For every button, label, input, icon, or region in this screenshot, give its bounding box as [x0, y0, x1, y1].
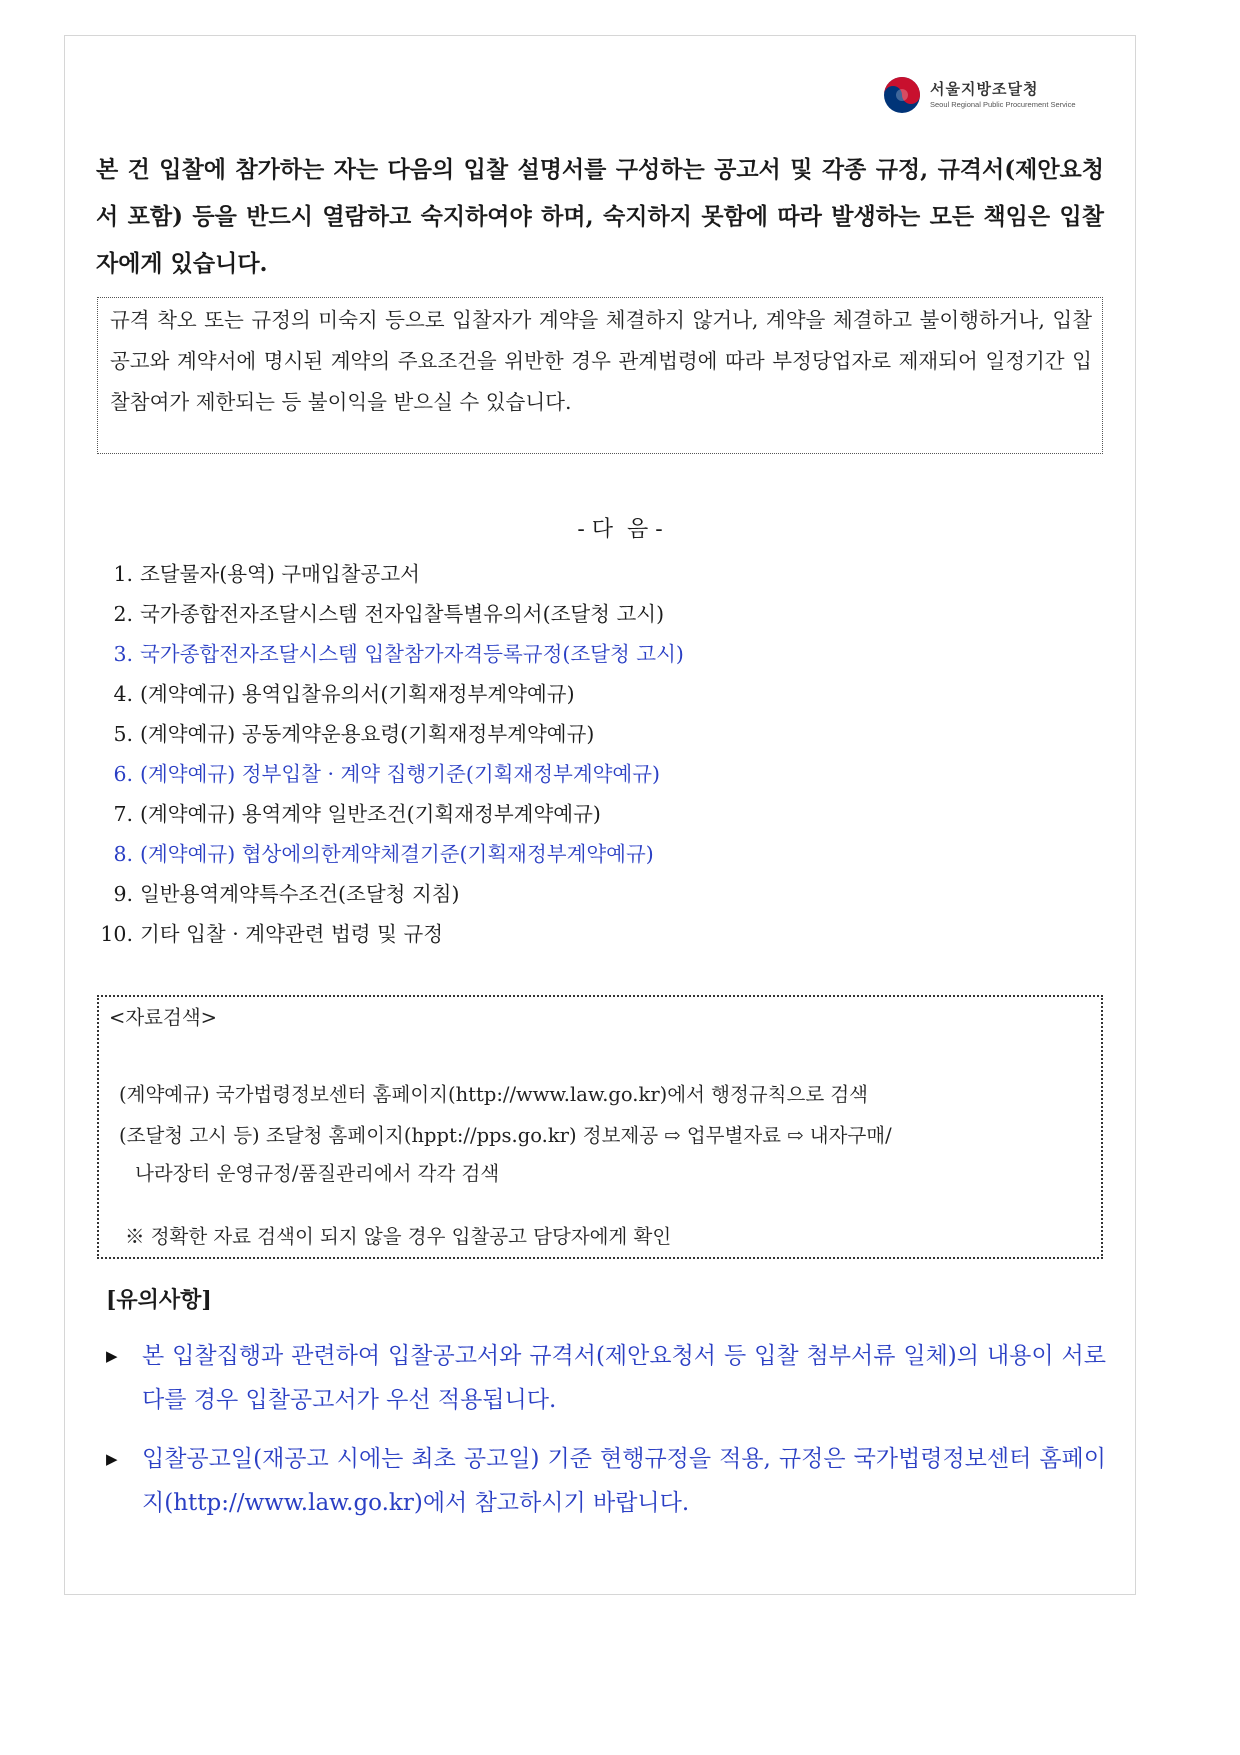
list-item-text: (계약예규) 협상에의한계약체결기준(기획재정부계약예규)	[140, 842, 654, 866]
list-item-text: (계약예규) 용역계약 일반조건(기획재정부계약예규)	[140, 802, 601, 826]
list-item-number: 10.	[100, 922, 133, 946]
list-item	[97, 874, 1097, 914]
cautions-title: [유의사항]	[106, 1287, 212, 1313]
list-item-number: 4.	[113, 682, 133, 706]
list-item-text: (계약예규) 용역입찰유의서(기획재정부계약예규)	[140, 682, 575, 706]
list-item	[97, 674, 1097, 714]
list-item	[97, 914, 1097, 954]
list-item	[97, 794, 1097, 834]
list-item-number: 9.	[113, 882, 133, 906]
list-item-number: 3.	[113, 642, 133, 666]
list-item	[97, 834, 1097, 874]
list-item-text: 기타 입찰 · 계약관련 법령 및 규정	[140, 922, 444, 946]
triangle-bullet-icon: ▶	[106, 1347, 118, 1365]
logo-name-english: Seoul Regional Public Procurement Service	[930, 100, 1076, 109]
search-box-title: <자료검색>	[109, 1006, 218, 1029]
logo-name-korean: 서울지방조달청	[930, 80, 1039, 98]
list-item	[97, 634, 1097, 674]
list-item-number: 2.	[113, 602, 133, 626]
taegeuk-logo-icon	[882, 75, 922, 115]
warning-notice-box: 규격 착오 또는 규정의 미숙지 등으로 입찰자가 계약을 체결하지 않거나, 계약을 체결하고 불이행하거나, 입찰공고와 계약서에 명시된 계약의 주요조건을 위반한 경우 관계법령에 따라 부정당업자로 제재되어 일정기간 입찰참여가 제한되는 등 불이익을 받으실 수 있습니다.	[97, 297, 1103, 454]
list-item	[97, 594, 1097, 634]
list-item-text: 조달물자(용역) 구매입찰공고서	[140, 562, 420, 586]
data-search-box	[97, 995, 1103, 1259]
search-note: ※ 정확한 자료 검색이 되지 않을 경우 입찰공고 담당자에게 확인	[125, 1225, 672, 1248]
triangle-bullet-icon: ▶	[106, 1450, 118, 1468]
list-item-text: 국가종합전자조달시스템 입찰참가자격등록규정(조달청 고시)	[140, 642, 684, 666]
intro-paragraph: 본 건 입찰에 참가하는 자는 다음의 입찰 설명서를 구성하는 공고서 및 각종 규정, 규격서(제안요청서 포함) 등을 반드시 열람하고 숙지하여야 하며, 숙지하지 못함에 따라 발생하는 모든 책임은 입찰자에게 있습니다.	[96, 156, 1104, 277]
list-item-number: 8.	[113, 842, 133, 866]
search-instruction-law: (계약예규) 국가법령정보센터 홈페이지(http://www.law.go.kr)에서 행정규칙으로 검색	[119, 1083, 869, 1106]
list-item	[97, 754, 1097, 794]
list-item-number: 1.	[113, 562, 133, 586]
list-item-number: 7.	[113, 802, 133, 826]
agency-logo	[882, 75, 1102, 117]
caution-text: 입찰공고일(재공고 시에는 최초 공고일) 기준 현행규정을 적용, 규정은 국가법령정보센터 홈페이지(http://www.law.go.kr)에서 참고하시기 바랍니다.	[142, 1446, 1106, 1516]
section-heading: - 다 음 -	[577, 517, 663, 542]
list-item-text: (계약예규) 공동계약운용요령(기획재정부계약예규)	[140, 722, 595, 746]
search-instruction-pps: (조달청 고시 등) 조달청 홈페이지(hppt://pps.go.kr) 정보제공 ⇨ 업무별자료 ⇨ 내자구매/	[119, 1124, 892, 1147]
caution-item	[106, 1334, 1106, 1422]
list-item-number: 6.	[113, 762, 133, 786]
list-item-text: 일반용역계약특수조건(조달청 지침)	[140, 882, 460, 906]
caution-item	[106, 1437, 1106, 1525]
list-item-text: 국가종합전자조달시스템 전자입찰특별유의서(조달청 고시)	[140, 602, 665, 626]
list-item-text: (계약예규) 정부입찰 · 계약 집행기준(기획재정부계약예규)	[140, 762, 661, 786]
list-item	[97, 714, 1097, 754]
caution-text: 본 입찰집행과 관련하여 입찰공고서와 규격서(제안요청서 등 입찰 첨부서류 일체)의 내용이 서로 다를 경우 입찰공고서가 우선 적용됩니다.	[142, 1343, 1106, 1413]
list-item	[97, 554, 1097, 594]
search-instruction-pps-continued: 나라장터 운영규정/품질관리에서 각각 검색	[135, 1162, 500, 1185]
list-item-number: 5.	[113, 722, 133, 746]
reference-list	[97, 554, 1097, 954]
